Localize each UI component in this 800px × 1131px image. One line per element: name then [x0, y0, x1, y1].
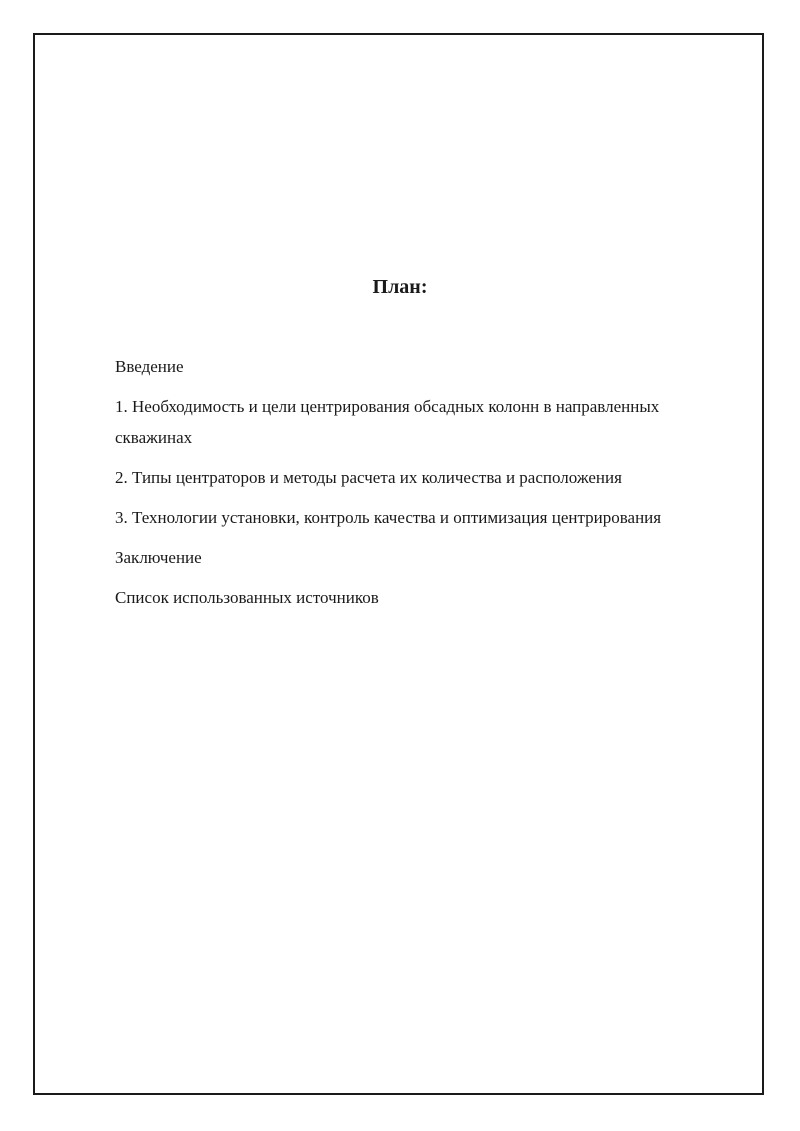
toc-item-section-2: 2. Типы центраторов и методы расчета их количества и расположения [115, 468, 622, 487]
toc-item-conclusion: Заключение [115, 548, 202, 567]
toc-item-section-1: 1. Необходимость и цели центрирования обсадных колонн в направленных скважинах [115, 397, 660, 447]
toc-item-introduction: Введение [115, 357, 184, 376]
page-title: План: [372, 276, 428, 298]
table-of-contents [115, 351, 735, 622]
toc-item-references: Список использованных источников [115, 588, 379, 607]
toc-item-section-3: 3. Технологии установки, контроль качества и оптимизация центрирования [115, 508, 662, 527]
